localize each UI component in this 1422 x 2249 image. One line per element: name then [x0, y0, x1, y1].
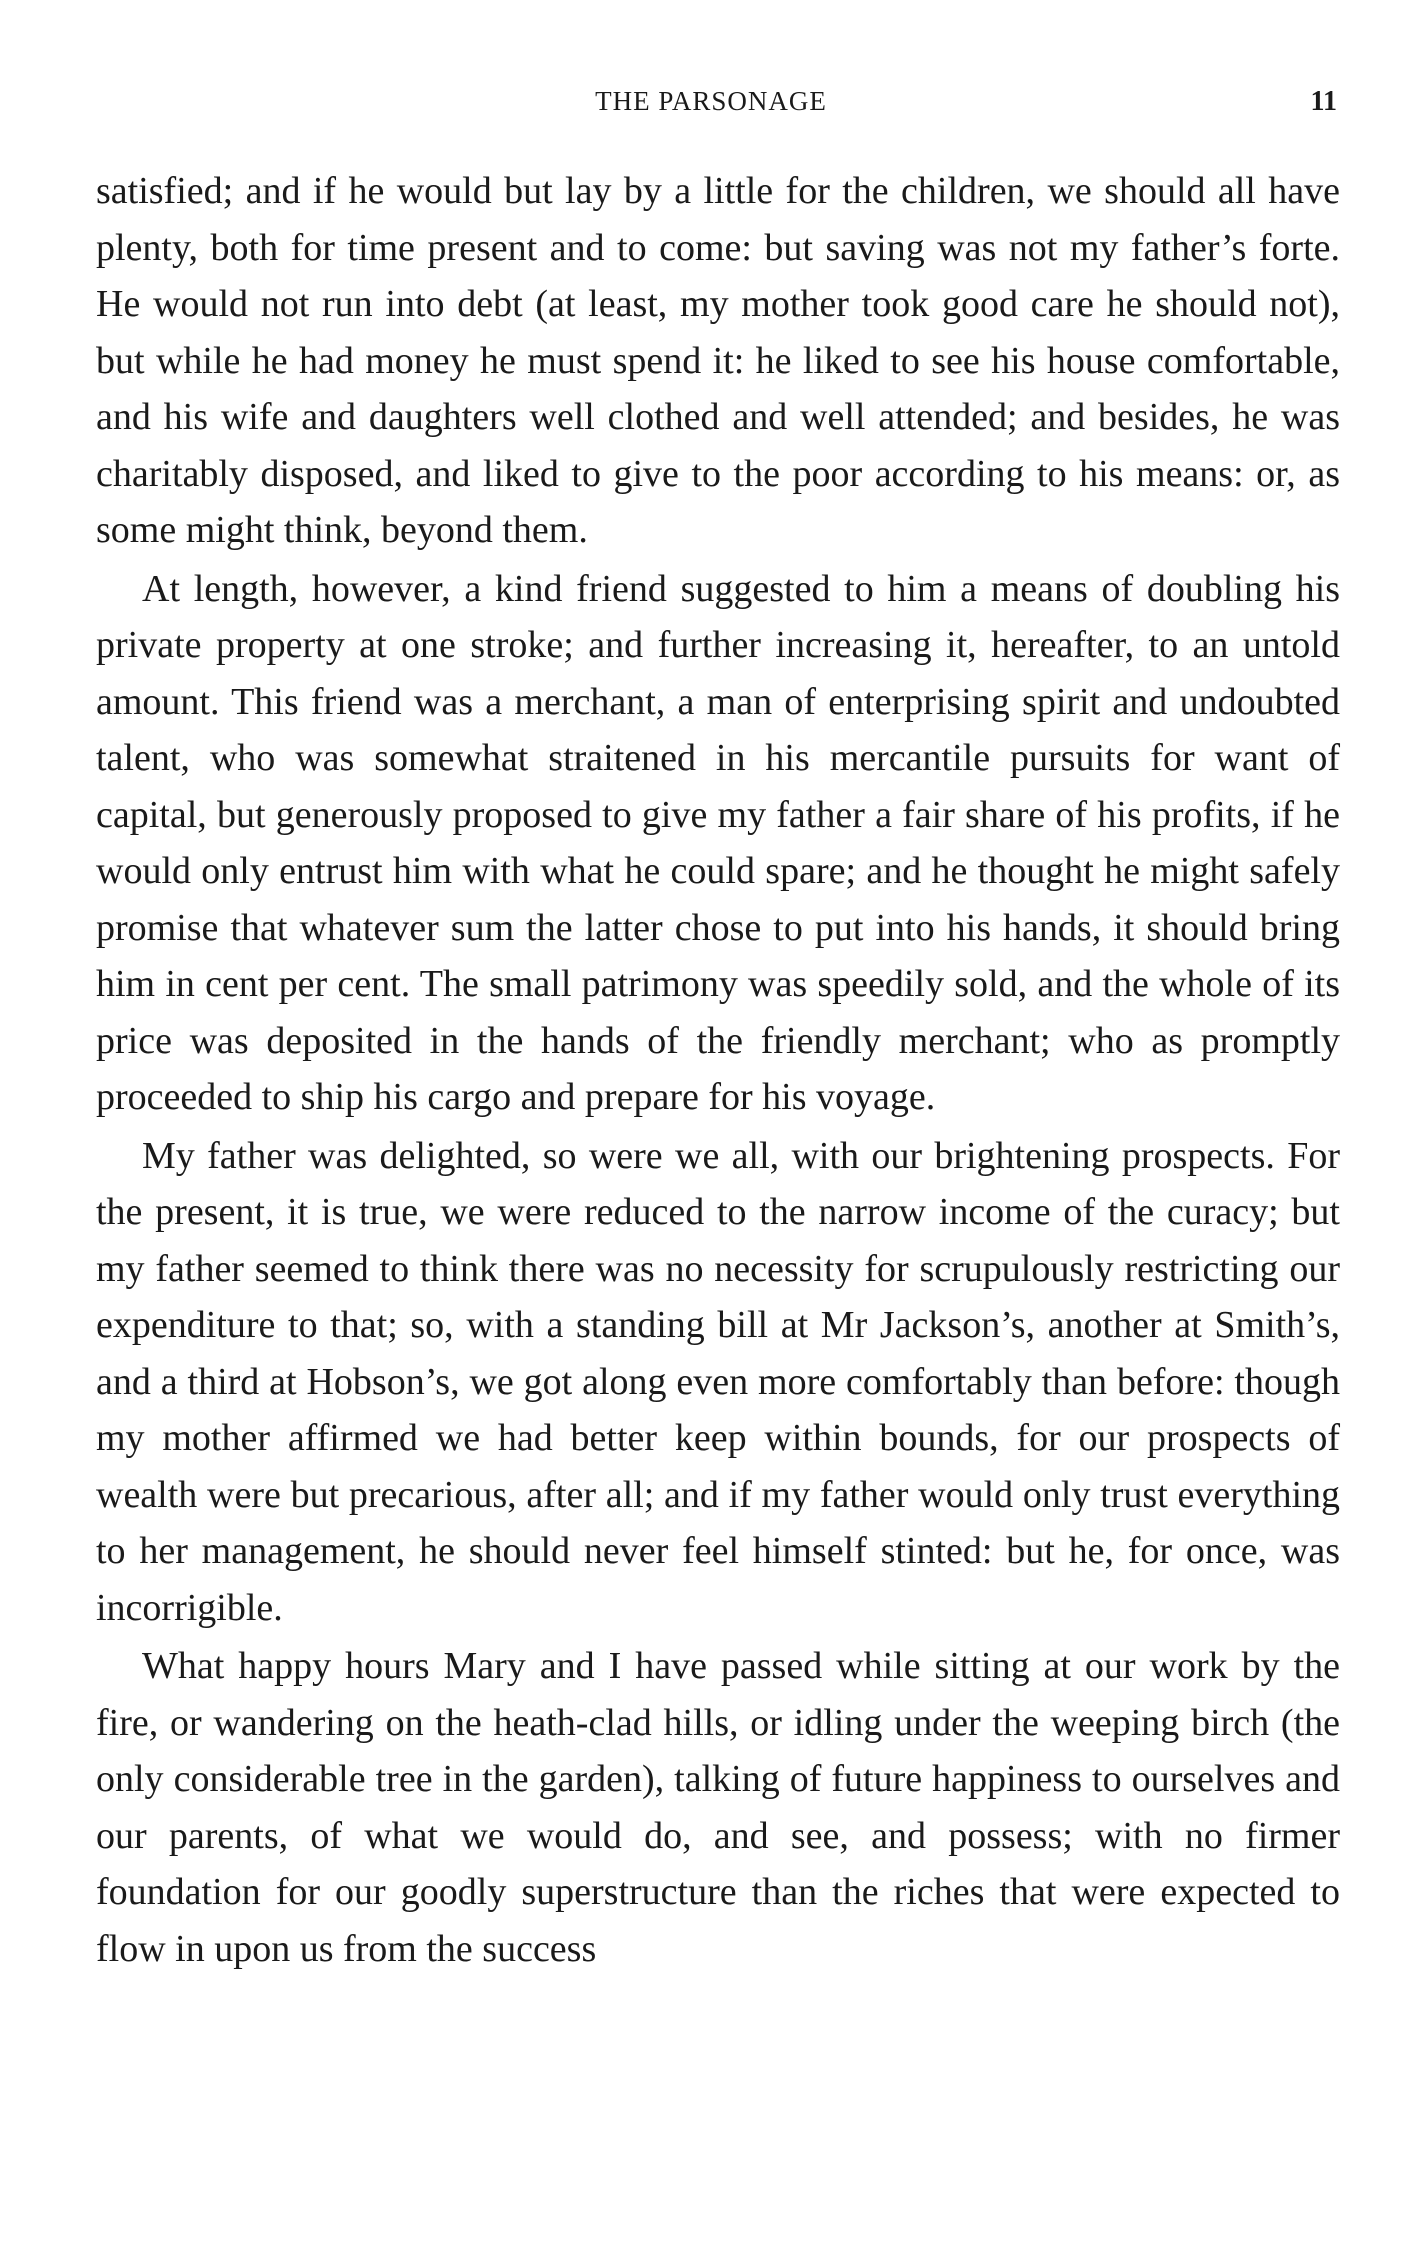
body-text — [96, 163, 1340, 1977]
running-head — [0, 86, 1422, 126]
paragraph-continued: satisfied; and if he would but lay by a little for the children, we should all have plenty, both for time present and to come: but saving was not my father’s forte. He would not run into debt (at least, my mother took good care he should not), but while he had money he must spend it: he liked to see his house comfortable, and his wife and daughters well clothed and well attended; and besides, he was charitably disposed, and liked to give to the poor according to his means: or, as some might think, beyond them. — [96, 170, 1340, 551]
running-title: THE PARSONAGE — [595, 86, 827, 116]
paragraph: What happy hours Mary and I have passed while sitting at our work by the fire, or wandering on the heath-clad hills, or idling under the weeping birch (the only considerable tree in the garden), talking of future happiness to ourselves and our parents, of what we would do, and see, and possess; with no firmer foundation for our goodly superstructure than the riches that were expected to flow in upon us from the success — [96, 1645, 1340, 1970]
paragraph: My father was delighted, so were we all, with our brightening prospects. For the present, it is true, we were reduced to the narrow income of the curacy; but my father seemed to think there was no necessity for scrupulously restricting our expenditure to that; so, with a standing bill at Mr Jackson’s, another at Smith’s, and a third at Hobson’s, we got along even more comfortably than before: though my mother affirmed we had better keep within bounds, for our prospects of wealth were but precarious, after all; and if my father would only trust everything to her management, he should never feel himself stinted: but he, for once, was incorrigible. — [96, 1134, 1340, 1629]
page-number: 11 — [1310, 86, 1337, 117]
paragraph: At length, however, a kind friend suggested to him a means of doubling his private property at one stroke; and further increasing it, hereafter, to an untold amount. This friend was a merchant, a man of enterprising spirit and undoubted talent, who was somewhat straitened in his mercantile pursuits for want of capital, but generously proposed to give my father a fair share of his profits, if he would only entrust him with what he could spare; and he thought he might safely promise that whatever sum the latter chose to put into his hands, it should bring him in cent per cent. The small patrimony was speedily sold, and the whole of its price was deposited in the hands of the friendly merchant; who as promptly proceeded to ship his cargo and prepare for his voyage. — [96, 567, 1340, 1118]
